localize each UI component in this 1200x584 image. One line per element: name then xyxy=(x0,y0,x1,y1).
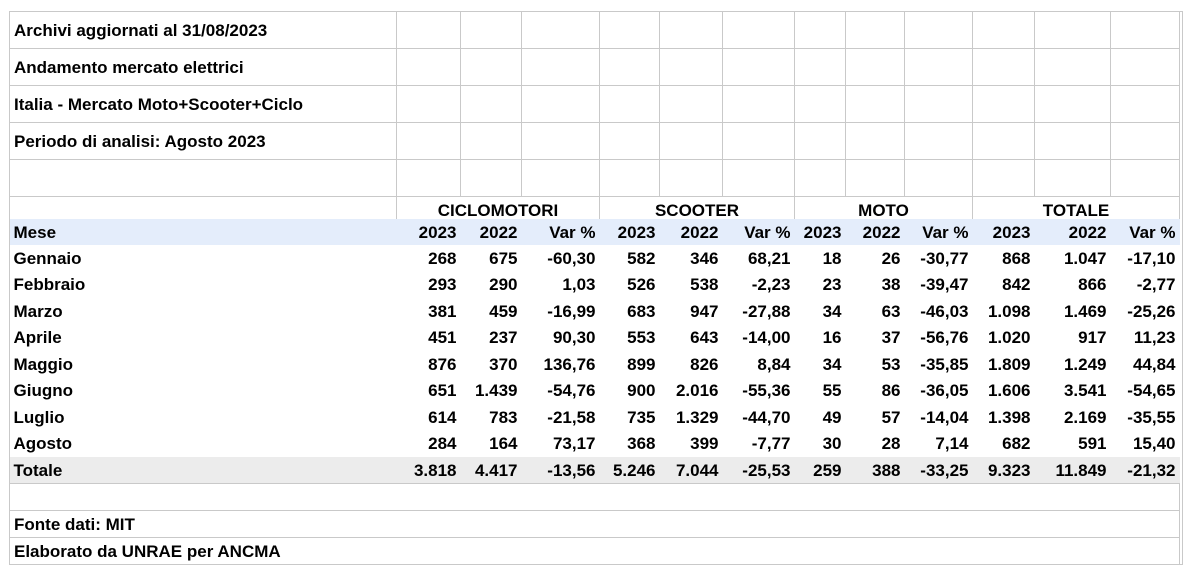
title-row xyxy=(10,49,1180,86)
subcolumn-header: 2022 xyxy=(461,219,522,245)
empty-cell xyxy=(522,123,600,160)
value-cell: 399 xyxy=(690,434,719,454)
title-row xyxy=(10,12,1180,49)
value-cell: 591 xyxy=(1078,434,1107,454)
value-cell: 18 xyxy=(822,248,842,268)
table-row xyxy=(10,351,1180,378)
value-cell: -60,30 xyxy=(547,248,596,268)
empty-cell xyxy=(522,86,600,123)
empty-cell xyxy=(600,12,660,49)
group-header: CICLOMOTORI xyxy=(397,197,600,220)
empty-cell xyxy=(846,86,905,123)
value-cell: 900 xyxy=(627,381,656,401)
value-cell: 2.169 xyxy=(1063,407,1107,427)
empty-cell xyxy=(1035,123,1111,160)
subcolumn-header: Var % xyxy=(522,219,600,245)
empty-cell xyxy=(1111,86,1180,123)
value-cell: 3.541 xyxy=(1063,381,1107,401)
value-cell: 1.098 xyxy=(987,301,1031,321)
subcolumn-header: 2023 xyxy=(795,219,846,245)
value-cell: 683 xyxy=(627,301,656,321)
empty-cell xyxy=(723,12,795,49)
subcolumn-header: 2023 xyxy=(973,219,1035,245)
value-cell: 44,84 xyxy=(1132,354,1176,374)
value-cell: 368 xyxy=(627,434,656,454)
value-cell: 28 xyxy=(881,434,901,454)
value-cell: 49 xyxy=(822,407,842,427)
empty-cell xyxy=(723,49,795,86)
value-cell: -17,10 xyxy=(1127,248,1176,268)
value-cell: -35,55 xyxy=(1127,407,1176,427)
value-cell: -56,76 xyxy=(920,328,969,348)
table-row xyxy=(10,272,1180,299)
empty-cell xyxy=(723,86,795,123)
empty-cell xyxy=(10,160,397,197)
value-cell: 451 xyxy=(428,328,457,348)
empty-cell xyxy=(397,86,461,123)
total-value-cell: 5.246 xyxy=(600,457,660,484)
total-label: Totale xyxy=(10,457,397,484)
value-cell: -7,77 xyxy=(751,434,791,454)
empty-cell xyxy=(905,160,973,197)
empty-cell xyxy=(846,12,905,49)
empty-cell xyxy=(795,49,846,86)
value-cell: -27,88 xyxy=(742,301,791,321)
value-cell: 614 xyxy=(428,407,457,427)
empty-cell xyxy=(397,160,461,197)
month-cell: Agosto xyxy=(13,434,73,454)
total-value-cell: 4.417 xyxy=(461,457,522,484)
empty-cell xyxy=(660,49,723,86)
value-cell: 1.809 xyxy=(987,354,1031,374)
footer-note: Fonte dati: MIT xyxy=(10,511,1180,538)
value-cell: 290 xyxy=(489,275,518,295)
empty-cell xyxy=(397,49,461,86)
value-cell: 1.329 xyxy=(675,407,719,427)
table-row xyxy=(10,378,1180,405)
month-cell: Gennaio xyxy=(13,248,82,268)
group-header-row xyxy=(10,197,1180,220)
subcolumn-header: Var % xyxy=(905,219,973,245)
value-cell: 1.398 xyxy=(987,407,1031,427)
value-cell: 876 xyxy=(428,354,457,374)
spreadsheet-table xyxy=(9,11,1180,565)
spacer-row xyxy=(10,484,1180,511)
value-cell: -54,76 xyxy=(547,381,596,401)
footer-note: Elaborato da UNRAE per ANCMA xyxy=(10,538,1180,565)
value-cell: 826 xyxy=(690,354,719,374)
value-cell: 866 xyxy=(1078,275,1107,295)
empty-cell xyxy=(461,123,522,160)
empty-cell xyxy=(522,49,600,86)
table-row xyxy=(10,431,1180,458)
value-cell: 459 xyxy=(489,301,518,321)
month-cell: Luglio xyxy=(13,407,65,427)
empty-cell xyxy=(1111,123,1180,160)
value-cell: 1.606 xyxy=(987,381,1031,401)
empty-cell xyxy=(660,160,723,197)
empty-cell xyxy=(973,49,1035,86)
title-cell: Archivi aggiornati al 31/08/2023 xyxy=(10,12,397,49)
empty-cell xyxy=(10,484,1180,511)
empty-cell xyxy=(461,86,522,123)
group-header: TOTALE xyxy=(973,197,1180,220)
subcolumn-header: 2022 xyxy=(1035,219,1111,245)
month-header: Mese xyxy=(10,219,397,245)
value-cell: 7,14 xyxy=(935,434,969,454)
value-cell: -44,70 xyxy=(742,407,791,427)
empty-cell xyxy=(522,160,600,197)
value-cell: 370 xyxy=(489,354,518,374)
month-cell: Giugno xyxy=(13,381,73,401)
total-value-cell: 9.323 xyxy=(973,457,1035,484)
total-value-cell: 11.849 xyxy=(1035,457,1111,484)
empty-cell xyxy=(846,123,905,160)
total-value-cell: -25,53 xyxy=(723,457,795,484)
empty-cell xyxy=(600,160,660,197)
value-cell: 783 xyxy=(489,407,518,427)
empty-cell xyxy=(905,86,973,123)
value-cell: 1.469 xyxy=(1063,301,1107,321)
total-value-cell: 259 xyxy=(795,457,846,484)
total-value-cell: -21,32 xyxy=(1111,457,1180,484)
value-cell: 643 xyxy=(690,328,719,348)
empty-cell xyxy=(461,160,522,197)
empty-cell xyxy=(795,123,846,160)
value-cell: 68,21 xyxy=(747,248,791,268)
total-value-cell: 388 xyxy=(846,457,905,484)
value-cell: 38 xyxy=(881,275,901,295)
value-cell: 55 xyxy=(822,381,842,401)
empty-cell xyxy=(723,160,795,197)
title-cell: Periodo di analisi: Agosto 2023 xyxy=(10,123,397,160)
value-cell: 11,23 xyxy=(1133,328,1176,348)
empty-cell xyxy=(973,86,1035,123)
empty-cell xyxy=(1111,12,1180,49)
empty-cell xyxy=(795,12,846,49)
title-row xyxy=(10,123,1180,160)
value-cell: 268 xyxy=(428,248,457,268)
empty-cell xyxy=(10,197,397,220)
value-cell: 1.047 xyxy=(1063,248,1107,268)
total-row xyxy=(10,457,1180,484)
value-cell: 346 xyxy=(690,248,719,268)
empty-cell xyxy=(973,160,1035,197)
table-row xyxy=(10,325,1180,352)
value-cell: 1.249 xyxy=(1063,354,1107,374)
value-cell: -36,05 xyxy=(920,381,969,401)
value-cell: -16,99 xyxy=(547,301,596,321)
value-cell: 86 xyxy=(881,381,901,401)
subcolumn-header: 2023 xyxy=(600,219,660,245)
value-cell: -46,03 xyxy=(920,301,969,321)
subcolumn-header: Var % xyxy=(1111,219,1180,245)
value-cell: 947 xyxy=(690,301,719,321)
value-cell: 526 xyxy=(627,275,656,295)
value-cell: 90,30 xyxy=(552,328,596,348)
value-cell: 1,03 xyxy=(562,275,596,295)
value-cell: 682 xyxy=(1002,434,1031,454)
value-cell: 16 xyxy=(822,328,842,348)
value-cell: 284 xyxy=(428,434,457,454)
empty-cell xyxy=(1111,160,1180,197)
empty-cell xyxy=(846,160,905,197)
value-cell: -35,85 xyxy=(920,354,969,374)
empty-cell xyxy=(1035,12,1111,49)
empty-cell xyxy=(397,123,461,160)
value-cell: 538 xyxy=(690,275,719,295)
value-cell: 237 xyxy=(489,328,518,348)
value-cell: 37 xyxy=(881,328,901,348)
value-cell: 293 xyxy=(428,275,457,295)
empty-cell xyxy=(600,123,660,160)
month-cell: Marzo xyxy=(13,301,63,321)
total-value-cell: -13,56 xyxy=(522,457,600,484)
value-cell: -25,26 xyxy=(1127,301,1176,321)
empty-cell xyxy=(600,86,660,123)
empty-cell xyxy=(461,12,522,49)
empty-cell xyxy=(660,123,723,160)
value-cell: 2.016 xyxy=(675,381,719,401)
value-cell: 34 xyxy=(822,301,842,321)
empty-cell xyxy=(461,49,522,86)
empty-cell xyxy=(522,12,600,49)
value-cell: -2,77 xyxy=(1136,275,1176,295)
empty-cell xyxy=(846,49,905,86)
empty-cell xyxy=(1035,49,1111,86)
subcolumn-header: 2023 xyxy=(397,219,461,245)
value-cell: 651 xyxy=(428,381,457,401)
value-cell: 26 xyxy=(881,248,901,268)
value-cell: -2,23 xyxy=(751,275,791,295)
value-cell: -14,04 xyxy=(920,407,969,427)
group-header: MOTO xyxy=(795,197,973,220)
empty-cell xyxy=(660,86,723,123)
value-cell: 73,17 xyxy=(552,434,596,454)
title-row xyxy=(10,86,1180,123)
value-cell: 136,76 xyxy=(543,354,596,374)
empty-cell xyxy=(397,12,461,49)
empty-cell xyxy=(795,160,846,197)
empty-cell xyxy=(795,86,846,123)
value-cell: 842 xyxy=(1002,275,1031,295)
value-cell: 675 xyxy=(489,248,518,268)
footer-row xyxy=(10,511,1180,538)
value-cell: 34 xyxy=(822,354,842,374)
title-cell: Italia - Mercato Moto+Scooter+Ciclo xyxy=(10,86,397,123)
empty-cell xyxy=(905,49,973,86)
blank-row xyxy=(10,160,1180,197)
empty-cell xyxy=(905,12,973,49)
value-cell: 63 xyxy=(881,301,901,321)
value-cell: -14,00 xyxy=(742,328,791,348)
value-cell: 899 xyxy=(627,354,656,374)
subcolumn-header: Var % xyxy=(723,219,795,245)
empty-cell xyxy=(973,123,1035,160)
value-cell: 735 xyxy=(627,407,656,427)
total-value-cell: -33,25 xyxy=(905,457,973,484)
empty-cell xyxy=(1035,160,1111,197)
subcolumn-header: 2022 xyxy=(660,219,723,245)
value-cell: 15,40 xyxy=(1132,434,1176,454)
empty-cell xyxy=(600,49,660,86)
empty-cell xyxy=(1111,49,1180,86)
month-cell: Febbraio xyxy=(13,275,86,295)
empty-cell xyxy=(723,123,795,160)
value-cell: 553 xyxy=(627,328,656,348)
value-cell: 53 xyxy=(881,354,901,374)
value-cell: 164 xyxy=(489,434,518,454)
total-value-cell: 7.044 xyxy=(660,457,723,484)
value-cell: -55,36 xyxy=(742,381,791,401)
month-cell: Aprile xyxy=(13,328,62,348)
group-header: SCOOTER xyxy=(600,197,795,220)
subcolumn-header: 2022 xyxy=(846,219,905,245)
title-cell: Andamento mercato elettrici xyxy=(10,49,397,86)
value-cell: 30 xyxy=(822,434,842,454)
value-cell: -30,77 xyxy=(920,248,969,268)
value-cell: -39,47 xyxy=(920,275,969,295)
column-header-row xyxy=(10,219,1180,245)
empty-cell xyxy=(905,123,973,160)
table-row xyxy=(10,245,1180,272)
value-cell: -54,65 xyxy=(1127,381,1176,401)
footer-row xyxy=(10,538,1180,565)
value-cell: 57 xyxy=(881,407,901,427)
table-row xyxy=(10,298,1180,325)
total-value-cell: 3.818 xyxy=(397,457,461,484)
value-cell: 23 xyxy=(822,275,842,295)
value-cell: 582 xyxy=(627,248,656,268)
empty-cell xyxy=(973,12,1035,49)
value-cell: 1.020 xyxy=(987,328,1031,348)
value-cell: 8,84 xyxy=(757,354,791,374)
value-cell: 1.439 xyxy=(474,381,518,401)
empty-cell xyxy=(1035,86,1111,123)
value-cell: 917 xyxy=(1078,328,1107,348)
value-cell: 868 xyxy=(1002,248,1031,268)
table-row xyxy=(10,404,1180,431)
month-cell: Maggio xyxy=(13,354,73,374)
value-cell: 381 xyxy=(428,301,457,321)
value-cell: -21,58 xyxy=(547,407,596,427)
empty-cell xyxy=(660,12,723,49)
